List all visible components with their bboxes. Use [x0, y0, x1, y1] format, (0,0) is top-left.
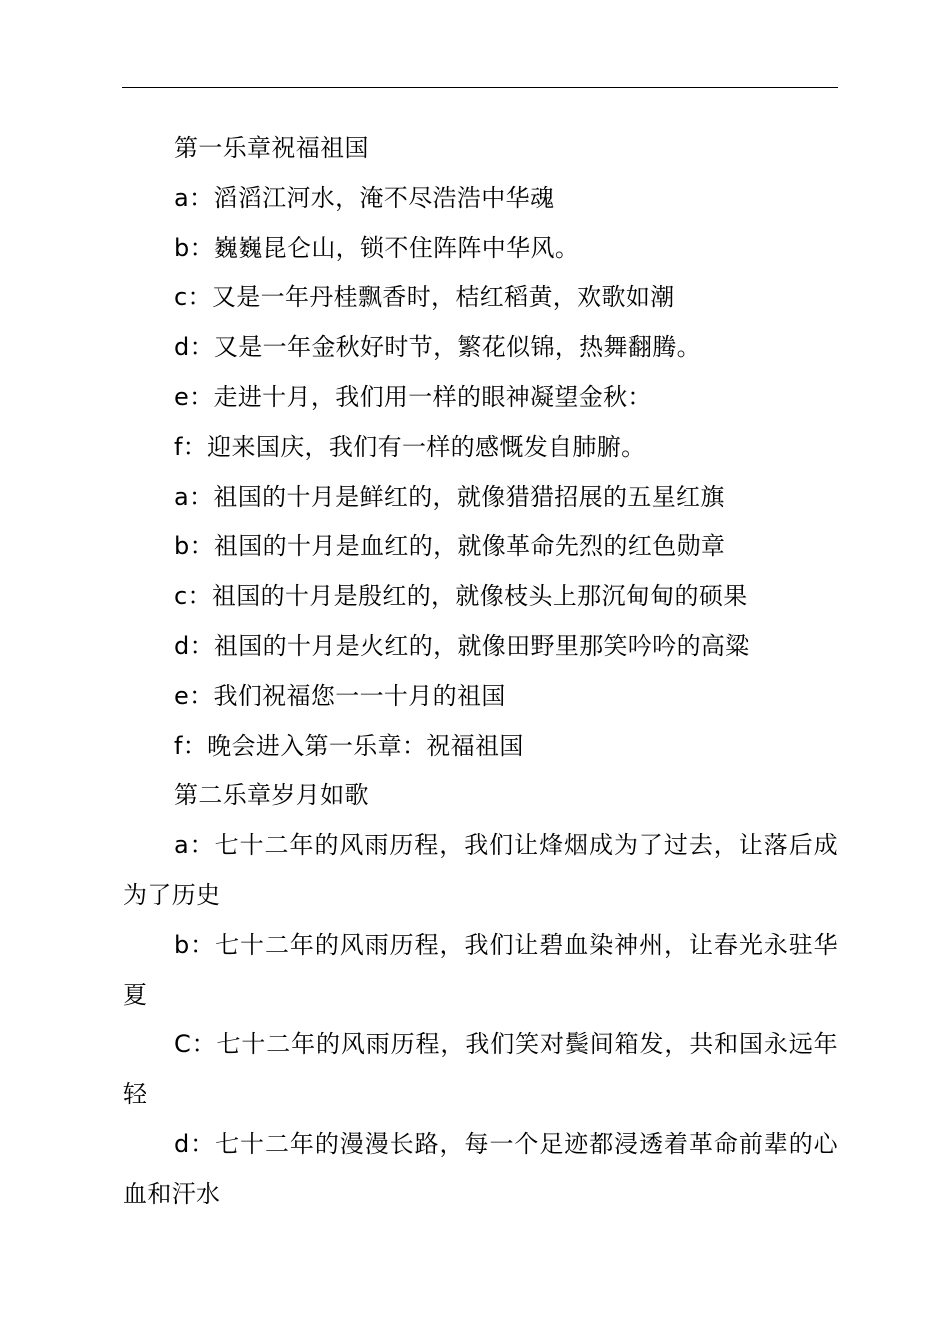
script-line: d：七十二年的漫漫长路，每一个足迹都浸透着革命前辈的心血和汗水: [123, 1129, 838, 1208]
script-line: d：又是一年金秋好时节，繁花似锦，热舞翻腾。: [174, 333, 701, 362]
script-line: b：巍巍昆仑山，锁不住阵阵中华风。: [174, 233, 580, 262]
script-line: a：祖国的十月是鲜红的，就像猎猎招展的五星红旗: [174, 482, 725, 511]
script-line: f：迎来国庆，我们有一样的感慨发自肺腑。: [174, 432, 646, 461]
script-line: b：七十二年的风雨历程，我们让碧血染神州，让春光永驻华夏: [123, 930, 838, 1009]
script-line: e：走进十月，我们用一样的眼神凝望金秋：: [174, 382, 652, 411]
header-rule: [122, 87, 838, 88]
script-line: d：祖国的十月是火红的，就像田野里那笑吟吟的高粱: [174, 631, 750, 660]
script-line: c：祖国的十月是殷红的，就像枝头上那沉甸甸的硕果: [174, 582, 748, 611]
section-heading-1: 第一乐章祝福祖国: [174, 134, 369, 162]
script-line: f：晚会进入第一乐章：祝福祖国: [174, 731, 524, 760]
section-heading-2: 第二乐章岁月如歌: [174, 781, 369, 810]
script-line: b：祖国的十月是血红的，就像革命先烈的红色勋章: [174, 532, 726, 561]
script-line: a：滔滔江河水，淹不尽浩浩中华魂: [174, 183, 555, 212]
document-body: [123, 124, 838, 1220]
script-line: c：又是一年丹桂飘香时，桔红稻黄，欢歌如潮: [174, 283, 675, 312]
script-line: C：七十二年的风雨历程，我们笑对鬓间箱发，共和国永远年轻: [123, 1030, 838, 1109]
script-line: a：七十二年的风雨历程，我们让烽烟成为了过去，让落后成为了历史: [123, 831, 838, 909]
script-line: e：我们祝福您一一十月的祖国: [174, 681, 506, 710]
